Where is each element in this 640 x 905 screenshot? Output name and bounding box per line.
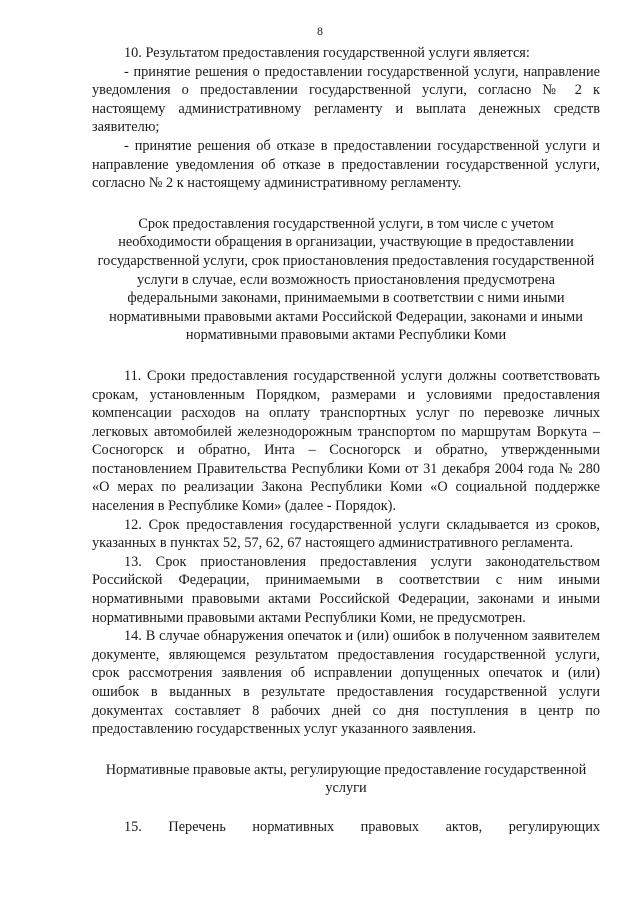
paragraph-12: 12. Срок предоставления государственной услуги складывается из сроков, указанных в пунктах 52, 57, 62, 67 настоящего административного регламента. [92, 516, 600, 552]
paragraph-14: 14. В случае обнаружения опечаток и (или) ошибок в полученном заявителем документе, являющемся результатом предоставления государственной услуги, срок рассмотрения заявления об исправлении допущенных опечаток и (или) ошибок в выданных в результате предоставления государственной услуги документах составляет 8 рабочих дней со дня поступления в центр по предоставлению государственных услуг указанного заявления. [92, 628, 600, 738]
paragraph-10-item-2: - принятие решения об отказе в предоставлении государственной услуги и направление уведомления об отказе в предоставлении государственной услуги, согласно № 2 к настоящему административному регламенту. [92, 137, 600, 192]
paragraph-11: 11. Сроки предоставления государственной услуги должны соответствовать срокам, установленным Порядком, размерами и условиями предоставления компенсации расходов на оплату транспортных услуг по перевозке личных легковых автомобилей железнодорожным транспортом по маршрутам Воркута – Сосногорск и обратно, Инта – Сосногорск и обратно, утвержденными постановлением Правительства Республики Коми от 31 декабря 2004 года № 280 «О мерах по реализации Закона Республики Коми «О социальной поддержке населения в Республике Коми» (далее - Порядок). [92, 367, 600, 515]
paragraph-13: 13. Срок приостановления предоставления услуги законодательством Российской Федерации, принимаемыми в соответствии с ним иными нормативными правовыми актами Российской Федерации, законами и иными нормативными правовыми актами Республики Коми, не предусмотрен. [92, 553, 600, 626]
section-heading-acts: Нормативные правовые акты, регулирующие предоставление государственной услуги [105, 761, 587, 797]
paragraph-10: 10. Результатом предоставления государственной услуги является: [124, 45, 530, 61]
document-body [92, 44, 600, 837]
section-heading-terms: Срок предоставления государственной услуги, в том числе с учетом необходимости обращения в организации, участвующие в предоставлении государственной услуги, срок приостановления предоставления государственной услуги в случае, если возможность приостановления предусмотрена федеральными законами, принимаемыми в соответствии с ними иными нормативными правовыми актами Российской Федерации, законами и иными нормативными правовыми актами Республики Коми [97, 215, 595, 344]
paragraph-10-item-1: - принятие решения о предоставлении государственной услуги, направление уведомления о предоставлении государственной услуги, согласно № 2 к настоящему административному регламенту и выплата денежных средств заявителю; [92, 63, 600, 136]
page-number: 8 [317, 24, 323, 38]
paragraph-15: 15. Перечень нормативных правовых актов, регулирующих [124, 818, 600, 835]
